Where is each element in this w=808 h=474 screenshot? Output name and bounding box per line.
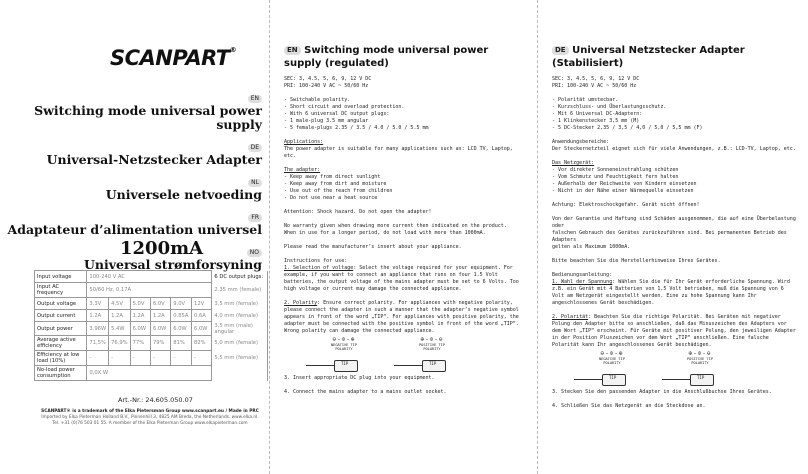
lang-tag: DE: [552, 46, 569, 55]
list-item: - Außerhalb der Reichweite von Kindern einsetzen: [552, 181, 697, 187]
applications-text: The power adapter is suitable for many applications such as: LCD TV, Laptop, etc.: [284, 146, 513, 159]
adapter-title: The adapter:: [284, 167, 321, 173]
table-cell: 77%: [130, 336, 150, 351]
list-item: - Short circuit and overload protection.: [284, 104, 405, 110]
table-cell-label: Input AC frequency: [35, 283, 87, 298]
cable-icon: [306, 365, 336, 366]
table-cell: -: [109, 351, 130, 366]
table-cell-label: Output current: [35, 310, 87, 322]
warranty-line: When in use for a longer period, do not load with more than 1000mA.: [284, 230, 486, 236]
table-cell-plug: [212, 366, 268, 381]
cover-panel: [0, 0, 268, 474]
step-label: 1. Selection of voltage: [284, 265, 354, 271]
step-1: [284, 265, 524, 293]
table-cell-plug: 4,0 mm (female): [212, 310, 268, 322]
brand-name: SCANPART: [110, 46, 230, 70]
article-number: Art.-Nr.: 24.605.050.07: [118, 396, 193, 404]
step-label: 2. Polarität: [552, 314, 589, 320]
spec-sec: SEC: 3, 4.5, 5, 6, 9, 12 V DC: [284, 76, 372, 82]
cable-icon: [662, 379, 692, 380]
table-cell: 9.0V: [171, 298, 192, 310]
table-row: [35, 310, 268, 322]
table-cell-plug: 3,5 mm (male) angular: [212, 322, 268, 336]
applications-title: Applications:: [284, 139, 324, 145]
title-text: Universele netvoeding: [105, 187, 262, 202]
attention-text: Attention: Shock hazard. Do not open the adapter!: [284, 209, 432, 215]
step-text: : Select the voltage required for your equipment. For example, if you want to connect an appliance that runs on four 1.5 Volt batteries, the output voltage of the mains adapter must be set to 6 Volts. Too high voltage or current may damage the connected appliance.: [284, 265, 519, 292]
table-cell: 3.96W: [87, 322, 109, 336]
lang-tag: EN: [248, 95, 262, 103]
table-cell-plug: 2.35 mm (female): [212, 283, 268, 298]
lang-tag: DE: [248, 144, 262, 152]
positive-polarity-label: ⊕-⊙-⊖ POSITIVE TIP POLARITY: [412, 338, 452, 352]
warranty-line: falschen Gebrauch des Gerätes zurückzuführen sind. Bei permanenten Betrieb des Adapters: [552, 230, 787, 243]
title-text: Adaptateur d’alimentation universel: [7, 222, 262, 237]
warranty-line: No warranty given when drawing more current then indicated on the product.: [284, 223, 507, 229]
list-item: - Use out of the reach from children: [284, 188, 393, 194]
list-item: - Mit 6 Universal DC-Adaptern:: [552, 111, 643, 117]
section-heading: [284, 44, 524, 70]
step-4: 4. Connect the mains adapter to a mains outlet socket.: [284, 389, 447, 395]
step-text: : Ensure correct polarity. For appliances with negative polarity, please connect the adapter in such a manner that the adapter’s negative symbol appears in front of the word „TIP“. For appliances with positive polarity, the adapter must be connected with the positive symbol in front of the word „TIP“. Wrong polarity can damage the connected appliance.: [284, 300, 519, 334]
instructions-title: Bedienungsanleitung:: [552, 272, 613, 278]
table-row: [35, 336, 268, 351]
adapter-title: Das Netzgerät:: [552, 160, 595, 166]
table-cell: 0.6A: [192, 310, 212, 322]
title-de: [0, 134, 268, 167]
section-heading: [552, 44, 798, 70]
spec-pri: PRI: 100-240 V AC ~ 50/60 Hz: [552, 83, 637, 89]
table-cell: 1.2A: [130, 310, 150, 322]
table-cell: -: [192, 351, 212, 366]
list-item: - Switchable polarity.: [284, 97, 351, 103]
table-cell-plug: 5,0 mm (female): [212, 336, 268, 351]
table-cell: 76,9%: [109, 336, 130, 351]
table-cell: 5.4W: [109, 322, 130, 336]
list-item: - Nicht in der Nähe einer Wärmequelle einsetzen: [552, 188, 694, 194]
table-row: [35, 271, 268, 283]
table-cell: 6.0W: [150, 322, 170, 336]
title-text: Universal-Netzstecker Adapter: [46, 152, 262, 167]
polarity-symbol-icon: ⊖-⊙-⊕: [332, 336, 356, 343]
list-item: - Keep away from dirt and moisture: [284, 181, 387, 187]
table-cell: 82%: [192, 336, 212, 351]
table-cell: 79%: [150, 336, 170, 351]
brand-logo: [110, 46, 236, 70]
spec-sec: SEC: 3, 4.5, 5, 6, 9, 12 V DC: [552, 76, 640, 82]
attention-text: Achtung: Elektroschockgefahr. Gerät nicht öffnen!: [552, 202, 700, 208]
list-item: - Vor direkter Sonneneinstrahlung schützen: [552, 167, 679, 173]
footer-line: Imported by Elka Pieterman Holland B.V., Pinnenhill 3, 4825 AM Breda, the Netherlands. www.elka.nl.: [41, 415, 259, 420]
read-note: Bitte beachten Sie die Herstellerhinweise Ihres Gerätes.: [552, 258, 721, 264]
list-item: - Keep away from direct sunlight: [284, 174, 381, 180]
tip-label: TIP: [697, 375, 705, 380]
table-cell: 0,0X W: [87, 366, 212, 381]
list-item: - With 6 universal DC output plugs:: [284, 111, 390, 117]
tip-label: TIP: [341, 361, 349, 366]
step-label: 2. Polarity: [284, 300, 318, 306]
positive-polarity-label: ⊕-⊙-⊖ POSITIVE TIP POLARITY: [680, 352, 720, 366]
list-item: - 5 female-plugs 2.35 / 3.5 / 4.0 / 5.0 / 5.5 mm: [284, 125, 429, 131]
lang-tag: FR: [248, 214, 262, 222]
list-item: - Kurzschluss- und Überlastungsschutz.: [552, 104, 667, 110]
title-nl: [0, 169, 268, 202]
model-rating: 1200mA: [120, 238, 204, 259]
section-body: [284, 76, 524, 396]
warranty-line: gelten als Maximum 1000mA.: [552, 244, 631, 250]
english-panel: [270, 0, 538, 474]
table-cell-label: No-load power consumption: [35, 366, 87, 381]
list-item: - Polarität umstecbar.: [552, 97, 619, 103]
step-label: 1. Wahl der Spannung: [552, 279, 613, 285]
applications-text: Der Steckernetzteil eignet sich für viele Anwendungen, z.B.: LCD-TV, Laptop, etc.: [552, 146, 796, 152]
negative-polarity-label: ⊖-⊙-⊕ NEGATIVE TIP POLARITY: [592, 352, 632, 366]
table-cell: 6.0W: [171, 322, 192, 336]
title-text: Universal strømforsyning: [83, 257, 262, 272]
polarity-symbol-icon: ⊕-⊙-⊖: [688, 350, 712, 357]
title-fr: [0, 204, 268, 237]
table-cell: 100-240 V AC: [87, 271, 212, 283]
heading-text: Switching mode universal power supply (regulated): [284, 45, 489, 69]
table-row: [35, 366, 268, 381]
negative-polarity-label: ⊖-⊙-⊕ NEGATIVE TIP POLARITY: [324, 338, 364, 352]
table-cell-label: Average active efficiency: [35, 336, 87, 351]
table-cell: 81%: [171, 336, 192, 351]
spec-pri: PRI: 100-240 V AC ~ 50/60 Hz: [284, 83, 369, 89]
step-1: [552, 279, 798, 307]
warranty-line: Von der Garantie und Haftung sind Schäden ausgenommen, die auf eine Überbelastung oder: [552, 216, 796, 229]
step-2: [552, 314, 798, 349]
step-4: 4. Schließen Sie das Netzgerät an die Steckdose an.: [552, 403, 706, 409]
title-text: Switching mode universal power supply: [34, 103, 262, 132]
lang-tag: EN: [284, 46, 301, 55]
title-en: [0, 85, 268, 132]
table-cell: 4.5V: [109, 298, 130, 310]
table-cell-label: Input voltage: [35, 271, 87, 283]
footer-line: SCANPART® is a trademark of the Elka Pietersman Group www.scanpart.eu / Made in PRC: [41, 409, 259, 414]
list-item: - Vom Schmutz und Feuchtigkeit fern halten: [552, 174, 679, 180]
table-row: [35, 351, 268, 366]
lang-tag: NO: [247, 249, 262, 257]
tip-label: TIP: [429, 361, 437, 366]
table-cell: -: [130, 351, 150, 366]
table-cell: 12V: [192, 298, 212, 310]
polarity-symbol-icon: ⊕-⊙-⊖: [420, 336, 444, 343]
table-cell-plug: 6 DC output plugs:: [212, 271, 268, 283]
table-cell-label: Output power: [35, 322, 87, 336]
footer-line: Tel. +31 (0)76 503 01 55. A member of the Elka Pieterman Group www.elkapieterman.com: [52, 421, 248, 426]
table-cell-plug: 3,5 mm (female): [212, 298, 268, 310]
table-cell: 5.0V: [130, 298, 150, 310]
lang-tag: NL: [248, 179, 262, 187]
polarity-diagram: [552, 349, 798, 389]
step-text: : Beachten Sie die richtige Polarität. Bei Geräten mit negativer Polung den Adapter bitte so anschließen, daß das Minuszeichen des Adapters vor dem Wort „TIP“ erscheint. Für Geräte mit positiver Polung, den jeweiligen Adapter in der Position Pluszeichen vor dem Wort „TIP“ anschließen. Eine falsche Polarität kann Ihr angeschlossenes Gerät beschädigen.: [552, 314, 796, 348]
spec-table: [34, 270, 268, 381]
table-cell: 50/60 Hz, 0,17A: [87, 283, 212, 298]
list-item: - Do not use near a heat source: [284, 195, 378, 201]
step-3: 3. Insert appropriate DC plug into your equipment.: [284, 375, 435, 381]
tip-label: TIP: [609, 375, 617, 380]
applications-title: Anwendungsbereiche:: [552, 139, 610, 145]
table-cell: -: [171, 351, 192, 366]
brand-reg: ®: [229, 46, 237, 54]
table-cell: -: [87, 351, 109, 366]
step-text: : Wählen Sie die für Ihr Gerät erforderliche Spannung. Wird z.B. ein Gerät mit 4 Batterien von 1,5 Volt betrieben, muß die Spannung von 6 Volt am Netzgerät eingestellt werden. Eine zu hohe Spannung kann Ihr angeschlossenes Gerät beschädigen.: [552, 279, 790, 306]
section-body: [552, 76, 798, 410]
table-cell: 6.0W: [130, 322, 150, 336]
german-panel: [538, 0, 808, 474]
table-cell: 6.0V: [150, 298, 170, 310]
footer: [34, 409, 266, 427]
cable-icon: [574, 379, 604, 380]
polarity-diagram: [284, 335, 524, 375]
table-cell: 1.2A: [87, 310, 109, 322]
table-cell: 71,5%: [87, 336, 109, 351]
table-cell-plug: 5,5 mm (female): [212, 351, 268, 366]
list-item: - 1 male-plug 3.5 mm angular: [284, 118, 369, 124]
table-cell-label: Output voltage: [35, 298, 87, 310]
step-3: 3. Stecken Sie den passenden Adapter in die Anschlußbuchse Ihres Gerätes.: [552, 389, 772, 395]
table-cell: 3.3V: [87, 298, 109, 310]
table-row: [35, 322, 268, 336]
table-row: [35, 298, 268, 310]
step-2: [284, 300, 524, 335]
instructions-title: Instructions for use:: [284, 258, 348, 264]
table-row: [35, 283, 268, 298]
cable-icon: [394, 365, 424, 366]
table-cell: 1.2A: [109, 310, 130, 322]
polarity-symbol-icon: ⊖-⊙-⊕: [600, 350, 624, 357]
table-cell-label: Efficiency at low load (10%): [35, 351, 87, 366]
table-cell: 6.0W: [192, 322, 212, 336]
table-cell: 1.2A: [150, 310, 170, 322]
list-item: - 5 DC-Stecker 2,35 / 3,5 / 4,0 / 5,0 / 5,5 mm (F): [552, 125, 703, 131]
heading-text: Universal Netzstecker Adapter (Stabilisiert): [552, 45, 745, 69]
table-cell: -: [150, 351, 170, 366]
read-note: Please read the manufacturer’s insert about your appliance.: [284, 244, 462, 250]
table-cell: 0.85A: [171, 310, 192, 322]
list-item: - 1 Klinkenstecker 3,5 mm (M): [552, 118, 640, 124]
